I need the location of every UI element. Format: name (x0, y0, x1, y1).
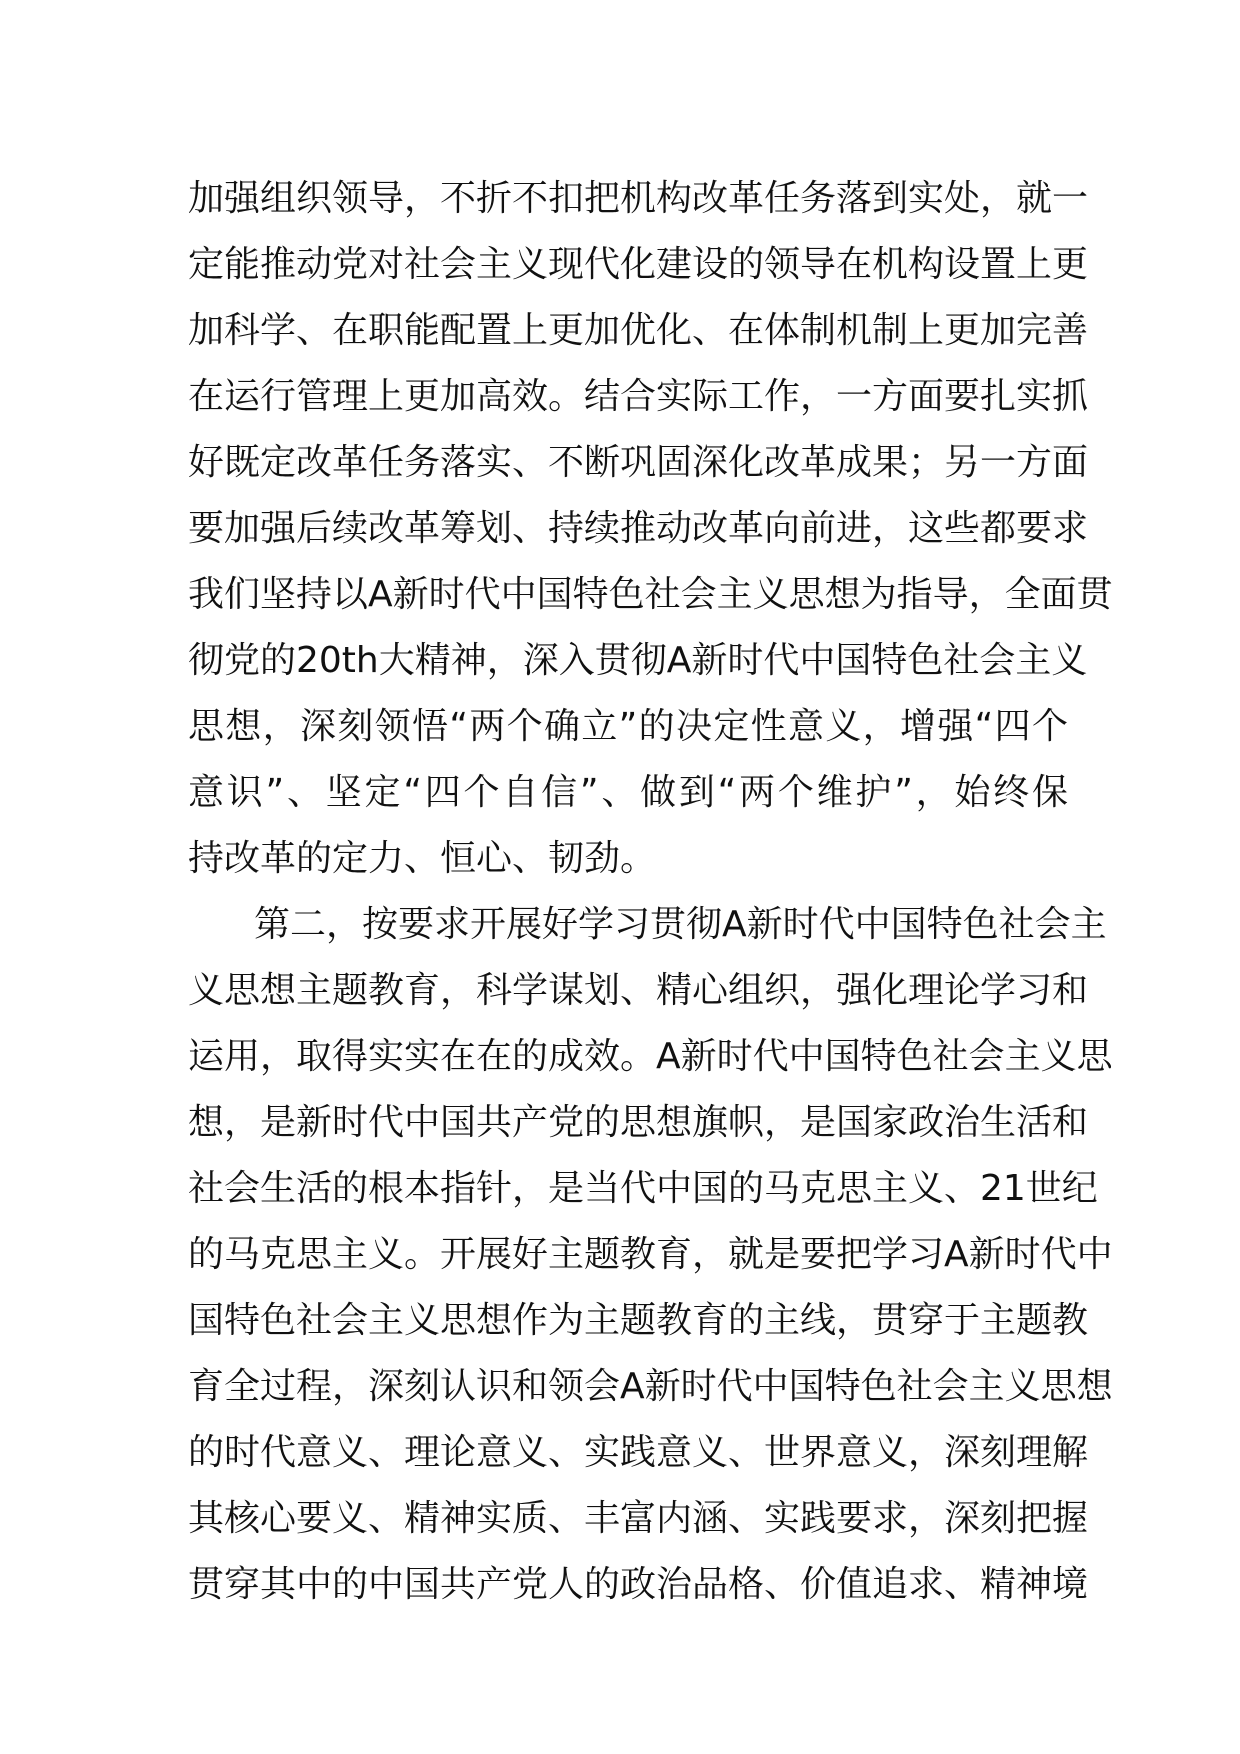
text-line: 我们坚持以A新时代中国特色社会主义思想为指导，全面贯 (188, 574, 1113, 615)
text-line: 加科学、在职能配置上更加优化、在体制机制上更加完善 (188, 310, 1089, 351)
text-line: 加强组织领导，不折不扣把机构改革任务落到实处，就一 (188, 178, 1089, 219)
text-line: 义思想主题教育，科学谋划、精心组织，强化理论学习和 (188, 970, 1089, 1011)
text-line: 思想，深刻领悟“两个确立”的决定性意义，增强“四个 (188, 706, 1068, 747)
text-line: 育全过程，深刻认识和领会A新时代中国特色社会主义思想 (188, 1366, 1113, 1407)
text-line: 贯穿其中的中国共产党人的政治品格、价值追求、精神境 (188, 1564, 1089, 1605)
paragraph-last-line: 持改革的定力、恒心、韧劲。 (188, 838, 657, 879)
text-line: 意识”、坚定“四个自信”、做到“两个维护”，始终保 (188, 772, 1068, 813)
text-line: 社会生活的根本指针，是当代中国的马克思主义、21世纪 (188, 1168, 1098, 1209)
text-line: 想，是新时代中国共产党的思想旗帜，是国家政治生活和 (188, 1102, 1089, 1143)
text-line: 其核心要义、精神实质、丰富内涵、实践要求，深刻把握 (188, 1498, 1089, 1539)
text-line: 国特色社会主义思想作为主题教育的主线，贯穿于主题教 (188, 1300, 1089, 1341)
text-line: 定能推动党对社会主义现代化建设的领导在机构设置上更 (188, 244, 1089, 285)
text-line: 在运行管理上更加高效。结合实际工作，一方面要扎实抓 (188, 376, 1089, 417)
text-line: 的马克思主义。开展好主题教育，就是要把学习A新时代中 (188, 1234, 1113, 1275)
paragraph-first-line: 第二，按要求开展好学习贯彻A新时代中国特色社会主 (254, 904, 1107, 945)
text-line: 运用，取得实实在在的成效。A新时代中国特色社会主义思 (188, 1036, 1113, 1077)
document-body (188, 166, 1113, 1618)
text-line: 好既定改革任务落实、不断巩固深化改革成果；另一方面 (188, 442, 1089, 483)
text-line: 要加强后续改革筹划、持续推动改革向前进，这些都要求 (188, 508, 1089, 549)
text-line: 彻党的20th大精神，深入贯彻A新时代中国特色社会主义 (188, 640, 1088, 681)
text-line: 的时代意义、理论意义、实践意义、世界意义，深刻理解 (188, 1432, 1089, 1473)
